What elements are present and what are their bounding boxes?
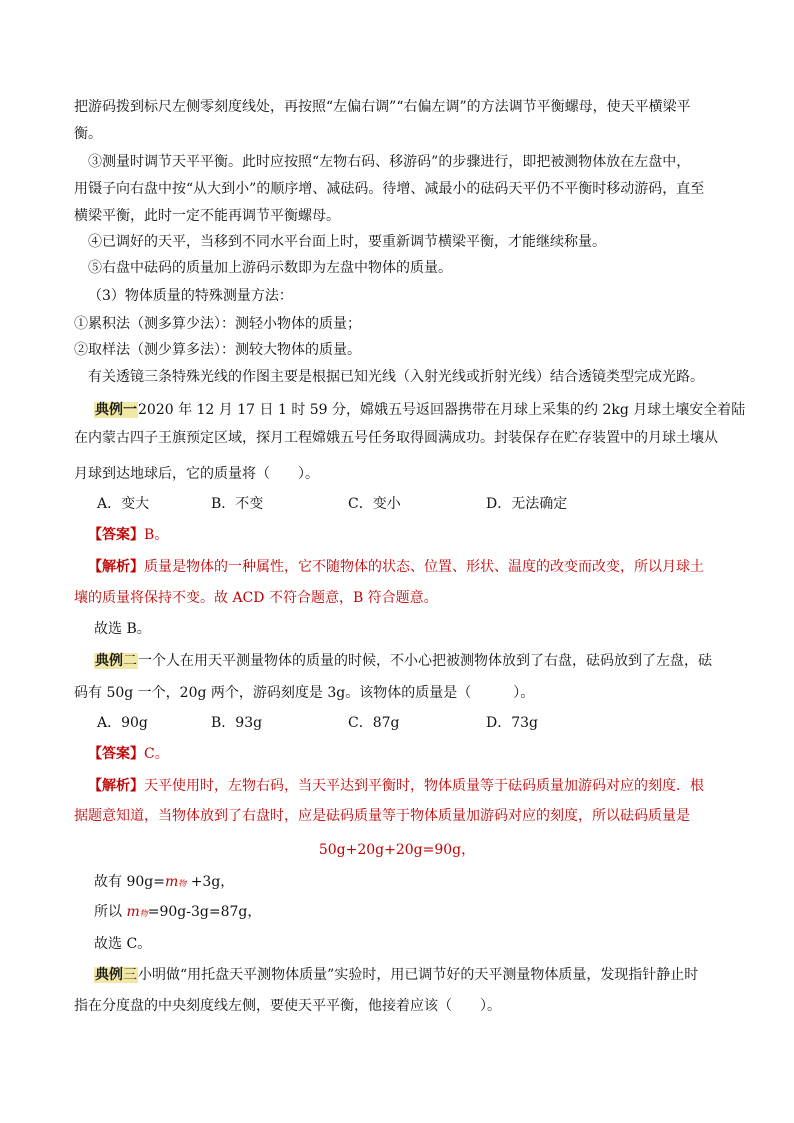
example-two-question: 典例二一个人在用天平测量物体的质量的时候，不小心把被测物体放到了右盘，砝码放到了左盘，砝 [95, 653, 712, 669]
example-three-question-line: 指在分度盘的中央刻度线左侧，要使天平平衡，他接着应该（ ）。 [74, 998, 501, 1014]
answer-label: 【答案】 [88, 746, 144, 762]
conclusion-line: 故选 C。 [94, 936, 152, 952]
text-line: 衡。 [74, 126, 102, 142]
option-d: D．73g [486, 715, 539, 731]
formula-line: 50g+20g+20g=90g， [318, 842, 476, 858]
conclusion-line: 故选 B。 [94, 621, 151, 637]
answer-value: B。 [144, 527, 169, 543]
option-c: C．87g [348, 715, 400, 731]
text-line: 把游码拨到标尺左侧零刻度线处，再按照“左偏右调”“右偏左调”的方法调节平衡螺母，使天平横梁平 [74, 99, 691, 115]
analysis-line: 壤的质量将保持不变。故 ACD 不符合题意，B 符合题意。 [74, 590, 438, 606]
analysis-line: 【解析】质量是物体的一种属性，它不随物体的状态、位置、形状、温度的改变而改变，所以月球土 [88, 559, 704, 575]
answer-label: 【答案】 [88, 527, 144, 543]
answer-value: C。 [144, 746, 169, 762]
example-tag: 典例三 [95, 967, 137, 983]
text-line: 横梁平衡，此时一定不能再调节平衡螺母。 [74, 208, 340, 224]
example-one-question-line: 在内蒙古四子王旗预定区域，探月工程嫦娥五号任务取得圆满成功。封装保存在贮存装置中的月球土壤从 [74, 430, 718, 446]
analysis-label: 【解析】 [88, 559, 144, 575]
example-tag: 典例二 [95, 653, 137, 669]
option-a: A．90g [97, 715, 148, 731]
text-line: ②取样法（测少算多法）：测较大物体的质量。 [74, 342, 361, 358]
example-two-question-line: 码有 50g 一个，20g 两个，游码刻度是 3g。该物体的质量是（ ）。 [74, 685, 535, 701]
option-b: B．不变 [211, 496, 264, 512]
answer-line [88, 525, 168, 545]
analysis-line: 【解析】天平使用时，左物右码，当天平达到平衡时，物体质量等于砝码质量加游码对应的刻度．根 [88, 778, 704, 794]
text-line: ④已调好的天平，当移到不同水平台面上时，要重新调节横梁平衡，才能继续称量。 [88, 234, 606, 250]
text-line: ⑤右盘中砝码的质量加上游码示数即为左盘中物体的质量。 [88, 260, 452, 276]
option-b: B．93g [211, 715, 263, 731]
example-one-question: 典例一2020 年 12 月 17 日 1 时 59 分，嫦娥五号返回器携带在月球上采集的约 2kg 月球土壤安全着陆 [95, 402, 746, 418]
example-one-question-line: 月球到达地球后，它的质量将（ ）。 [74, 466, 319, 482]
analysis-label: 【解析】 [88, 778, 144, 794]
example-three-question: 典例三小明做“用托盘天平测物体质量”实验时，用已调节好的天平测量物体质量，发现指针静止时 [95, 967, 699, 983]
answer-line [88, 744, 169, 764]
text-line: 有关透镜三条特殊光线的作图主要是根据已知光线（入射光线或折射光线）结合透镜类型完成光路。 [88, 369, 704, 385]
text-line: 用镊子向右盘中按“从大到小”的顺序增、减砝码。待增、减最小的砝码天平仍不平衡时移动游码，直至 [74, 181, 705, 197]
derivation-line: 故有 90g=m物 +3g， [94, 874, 235, 890]
text-line: ③测量时调节天平平衡。此时应按照“左物右码、移游码”的步骤进行，即把被测物体放在左盘中， [88, 154, 691, 170]
option-c: C．变小 [348, 496, 401, 512]
derivation-line: 所以 m物=90g-3g=87g， [94, 904, 262, 920]
analysis-line: 据题意知道，当物体放到了右盘时，应是砝码质量等于物体质量加游码对应的刻度，所以砝码质量是 [74, 808, 690, 824]
example-tag: 典例一 [95, 402, 137, 418]
text-line: ①累积法（测多算少法）：测轻小物体的质量； [74, 316, 361, 332]
section-heading: （3）物体质量的特殊测量方法： [88, 288, 293, 304]
option-a: A．变大 [97, 496, 150, 512]
option-d: D．无法确定 [486, 496, 568, 512]
